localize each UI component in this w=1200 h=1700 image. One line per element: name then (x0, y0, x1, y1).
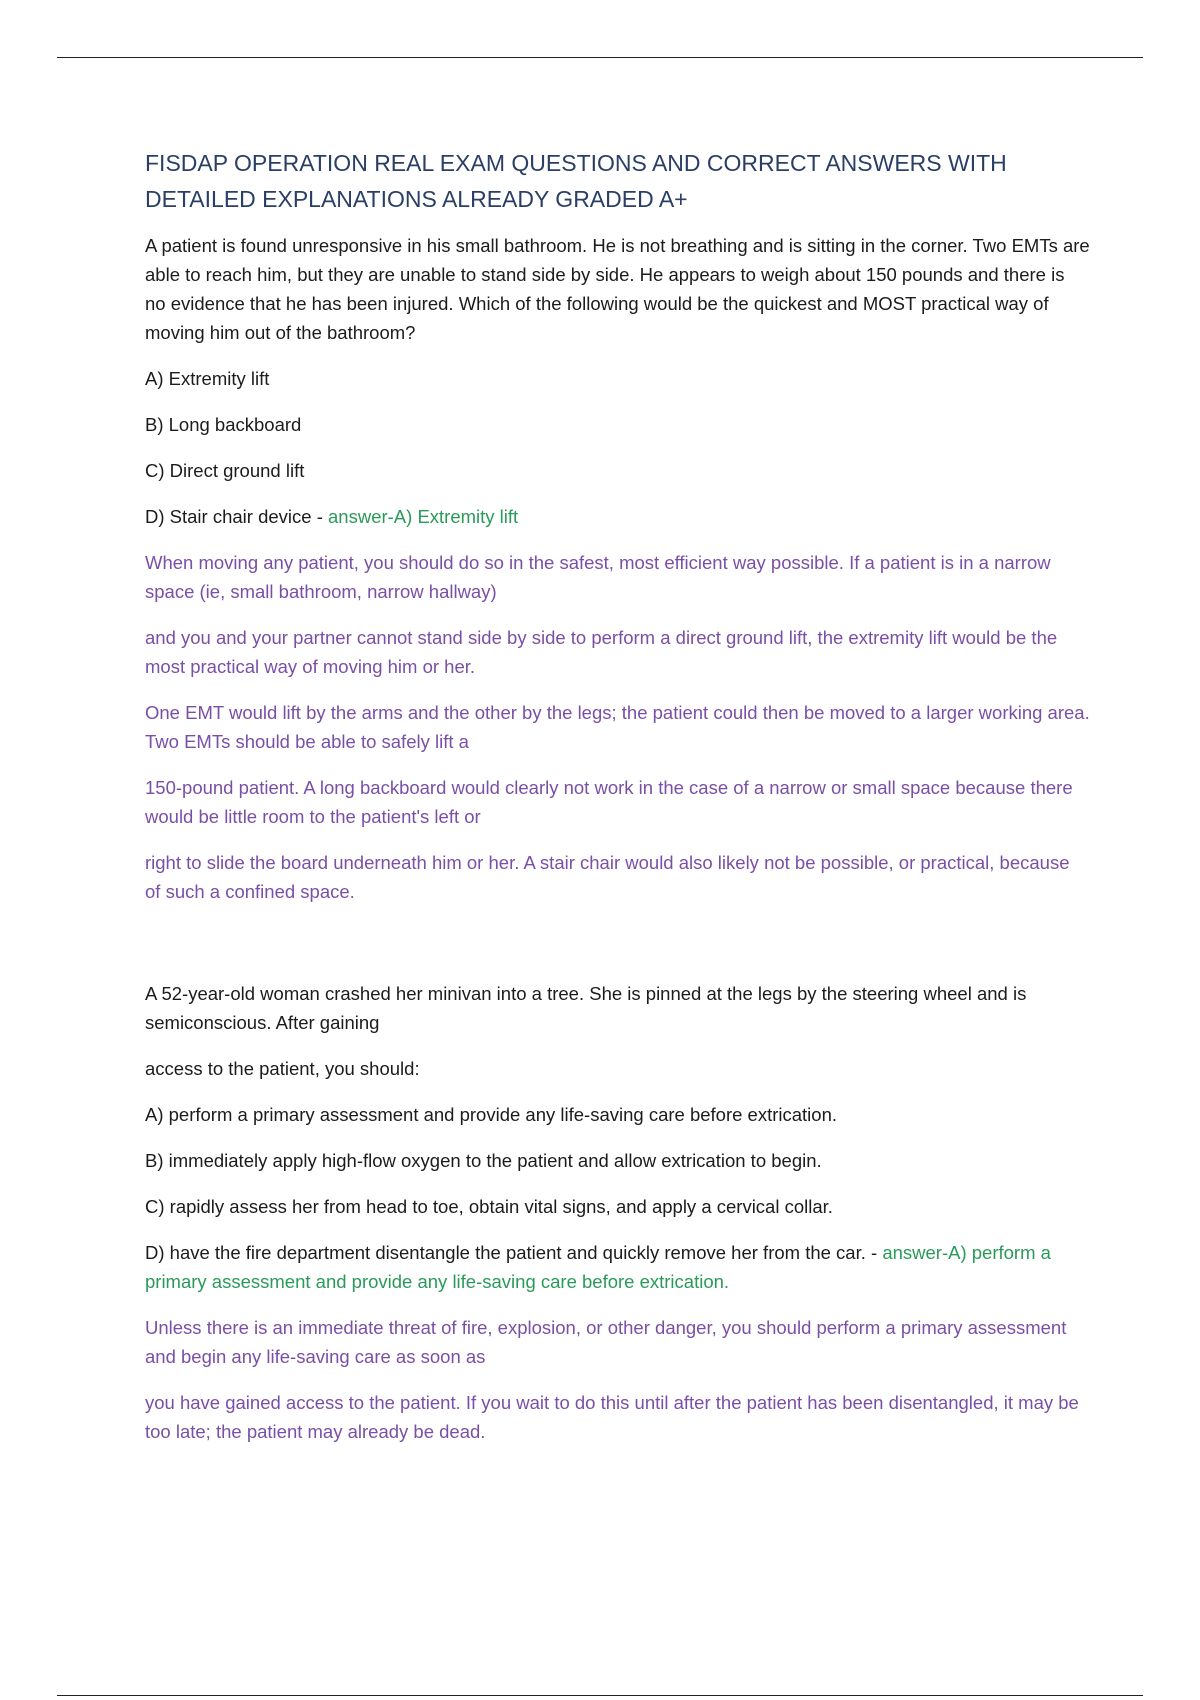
question-block-2 (145, 979, 1090, 1446)
question-1-explanation-4: 150-pound patient. A long backboard would clearly not work in the case of a narrow or small space because there would be little room to the patient's left or (145, 777, 1073, 827)
question-2-option-c: C) rapidly assess her from head to toe, obtain vital signs, and apply a cervical collar. (145, 1196, 833, 1217)
section-gap (145, 923, 1090, 979)
question-2-explanation-2: you have gained access to the patient. If you wait to do this until after the patient has been disentangled, it may be too late; the patient may already be dead. (145, 1392, 1079, 1442)
question-1-option-d: D) Stair chair device - (145, 506, 328, 527)
question-2-option-a: A) perform a primary assessment and provide any life-saving care before extrication. (145, 1104, 837, 1125)
document-title: FISDAP OPERATION REAL EXAM QUESTIONS AND CORRECT ANSWERS WITH DETAILED EXPLANATIONS ALREADY GRADED A+ (145, 150, 1007, 212)
top-rule (57, 57, 1143, 58)
document-page (145, 145, 1090, 1463)
question-2-option-b: B) immediately apply high-flow oxygen to the patient and allow extrication to begin. (145, 1150, 822, 1171)
question-2-text-1: A 52-year-old woman crashed her minivan into a tree. She is pinned at the legs by the steering wheel and is semiconscious. After gaining (145, 983, 1027, 1033)
question-2-explanation-1: Unless there is an immediate threat of fire, explosion, or other danger, you should perform a primary assessment and begin any life-saving care as soon as (145, 1317, 1067, 1367)
question-1-answer: answer-A) Extremity lift (328, 506, 519, 527)
question-1-explanation-1: When moving any patient, you should do so in the safest, most efficient way possible. If a patient is in a narrow space (ie, small bathroom, narrow hallway) (145, 552, 1051, 602)
question-2-answer: answer-A) perform a primary assessment and provide any life-saving care before extrication. (145, 1242, 1051, 1292)
question-1-option-c: C) Direct ground lift (145, 460, 305, 481)
question-1-option-a: A) Extremity lift (145, 368, 270, 389)
question-2-text-2: access to the patient, you should: (145, 1058, 420, 1079)
question-2-option-d-line (145, 1238, 1090, 1296)
question-1-option-b: B) Long backboard (145, 414, 302, 435)
question-block-1 (145, 231, 1090, 906)
question-2-option-d: D) have the fire department disentangle the patient and quickly remove her from the car. - (145, 1242, 883, 1263)
question-1-explanation-3: One EMT would lift by the arms and the other by the legs; the patient could then be moved to a larger working area. Two EMTs should be able to safely lift a (145, 702, 1090, 752)
question-1-text: A patient is found unresponsive in his small bathroom. He is not breathing and is sitting in the corner. Two EMTs are able to reach him, but they are unable to stand side by side. He appears to weigh about 150 pounds and there is no evidence that he has been injured. Which of the following would be the quickest and MOST practical way of moving him out of the bathroom? (145, 235, 1090, 343)
bottom-rule (57, 1695, 1143, 1696)
question-1-explanation-5: right to slide the board underneath him or her. A stair chair would also likely not be possible, or practical, because of such a confined space. (145, 852, 1070, 902)
question-1-explanation-2: and you and your partner cannot stand side by side to perform a direct ground lift, the extremity lift would be the most practical way of moving him or her. (145, 627, 1058, 677)
question-1-option-d-line (145, 502, 1090, 531)
